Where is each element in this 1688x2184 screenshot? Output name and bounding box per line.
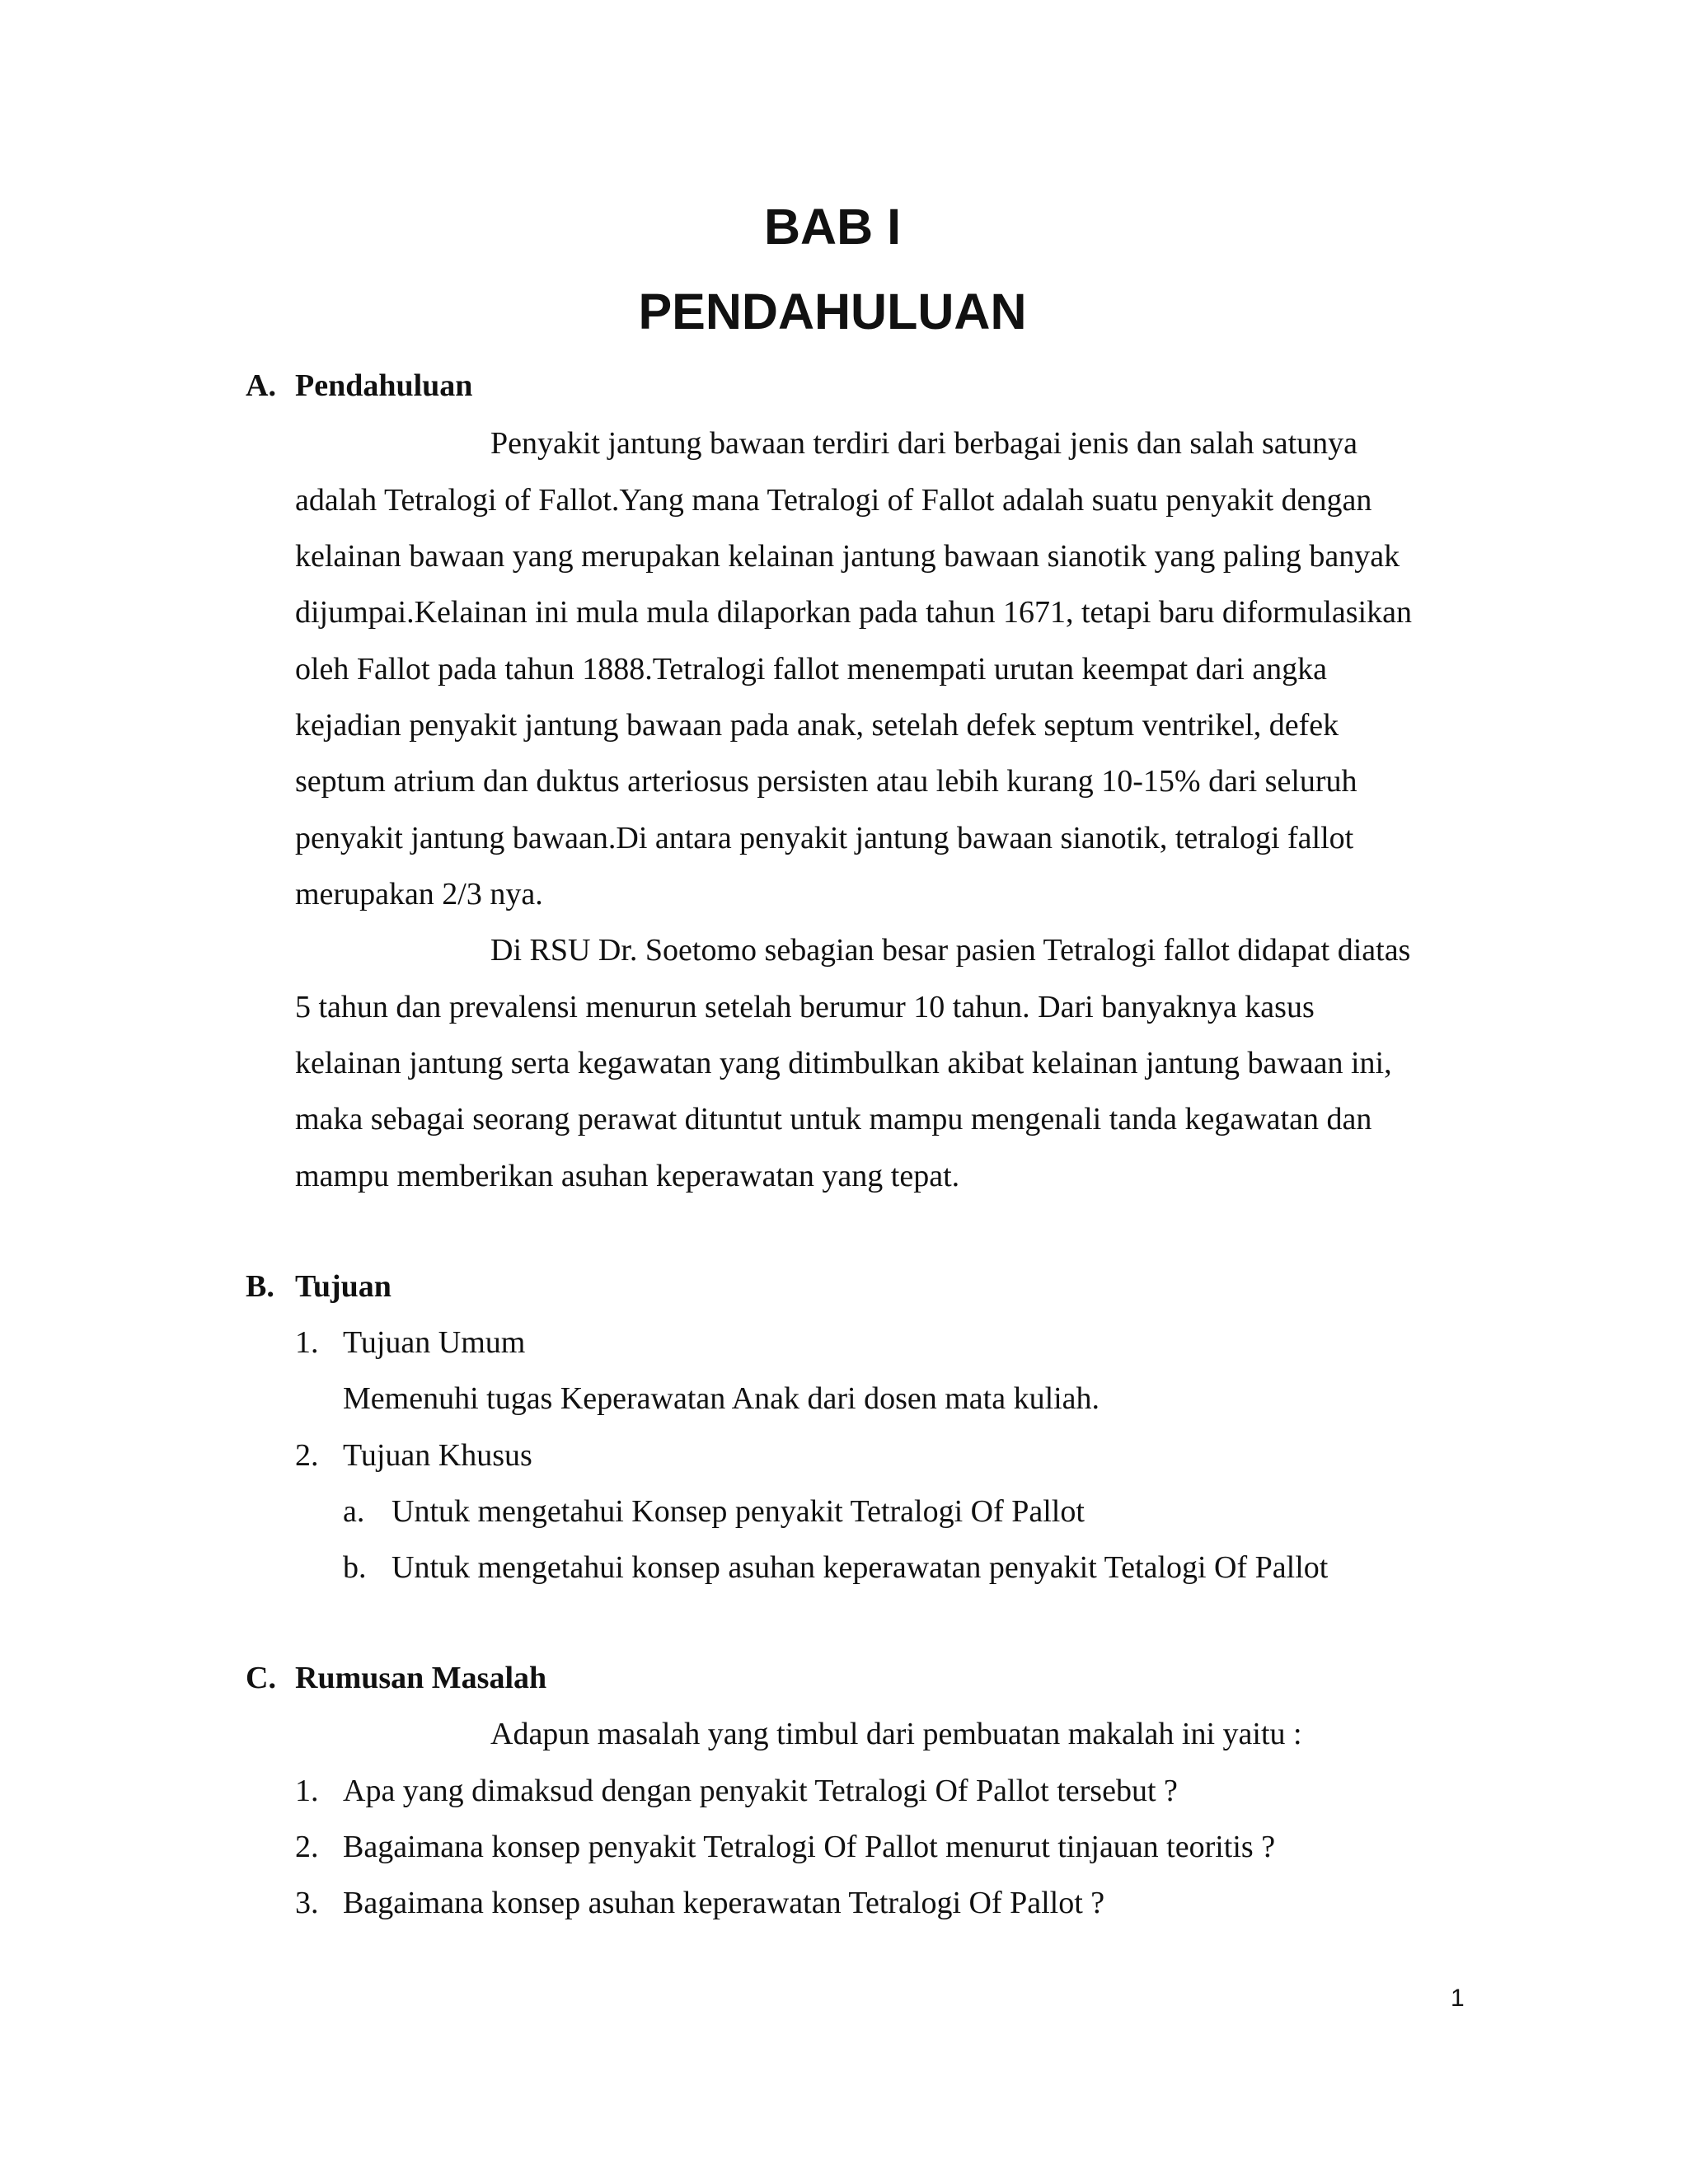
sub-list-letter: b. [343,1550,367,1585]
sub-list-letter: a. [343,1494,365,1529]
section-c-label: C. [246,1661,276,1695]
list-item-text: Bagaimana konsep penyakit Tetralogi Of Pallot menurut tinjauan teoritis ? [343,1830,1276,1864]
sub-list-text: Untuk mengetahui konsep asuhan keperawatan penyakit Tetalogi Of Pallot [392,1550,1329,1585]
paragraph-line: kejadian penyakit jantung bawaan pada anak, setelah defek septum ventrikel, defek [295,708,1339,743]
section-a-heading: Pendahuluan [295,368,473,403]
page-number: 1 [1451,1985,1465,2012]
paragraph-line: Di RSU Dr. Soetomo sebagian besar pasien Tetralogi fallot didapat diatas [490,933,1411,968]
paragraph-line: septum atrium dan duktus arteriosus persisten atau lebih kurang 10-15% dari seluruh [295,764,1357,799]
section-c-heading: Rumusan Masalah [295,1661,547,1695]
list-number: 2. [295,1830,319,1864]
list-number: 1. [295,1774,319,1808]
paragraph-line: merupakan 2/3 nya. [295,877,543,912]
list-item-text: Bagaimana konsep asuhan keperawatan Tetralogi Of Pallot ? [343,1886,1105,1920]
paragraph-line: Penyakit jantung bawaan terdiri dari berbagai jenis dan salah satunya [490,426,1358,461]
paragraph-line: mampu memberikan asuhan keperawatan yang tepat. [295,1159,960,1193]
paragraph-line: adalah Tetralogi of Fallot.Yang mana Tetralogi of Fallot adalah suatu penyakit dengan [295,483,1372,518]
section-b-heading: Tujuan [295,1269,392,1304]
list-item-text: Apa yang dimaksud dengan penyakit Tetralogi Of Pallot tersebut ? [343,1774,1178,1808]
list-number: 3. [295,1886,319,1920]
list-number: 2. [295,1438,319,1473]
paragraph-line: 5 tahun dan prevalensi menurun setelah berumur 10 tahun. Dari banyaknya kasus [295,990,1315,1024]
section-c-intro: Adapun masalah yang timbul dari pembuatan makalah ini yaitu : [490,1717,1302,1751]
paragraph-line: kelainan jantung serta kegawatan yang ditimbulkan akibat kelainan jantung bawaan ini, [295,1046,1392,1080]
paragraph-line: penyakit jantung bawaan.Di antara penyakit jantung bawaan sianotik, tetralogi fallot [295,821,1354,855]
list-item-text: Tujuan Umum [343,1325,526,1360]
list-item-detail: Memenuhi tugas Keperawatan Anak dari dosen mata kuliah. [343,1381,1100,1416]
sub-list-text: Untuk mengetahui Konsep penyakit Tetralogi Of Pallot [392,1494,1085,1529]
paragraph-line: oleh Fallot pada tahun 1888.Tetralogi fallot menempati urutan keempat dari angka [295,652,1327,687]
paragraph-line: kelainan bawaan yang merupakan kelainan jantung bawaan sianotik yang paling banyak [295,539,1400,574]
paragraph-line: maka sebagai seorang perawat dituntut untuk mampu mengenali tanda kegawatan dan [295,1102,1372,1137]
section-a-label: A. [246,368,276,403]
list-number: 1. [295,1325,319,1360]
section-b-label: B. [246,1269,274,1304]
chapter-number: BAB I [763,199,902,255]
list-item-text: Tujuan Khusus [343,1438,532,1473]
chapter-title: PENDAHULUAN [638,284,1027,340]
paragraph-line: dijumpai.Kelainan ini mula mula dilaporkan pada tahun 1671, tetapi baru diformulasikan [295,595,1412,630]
